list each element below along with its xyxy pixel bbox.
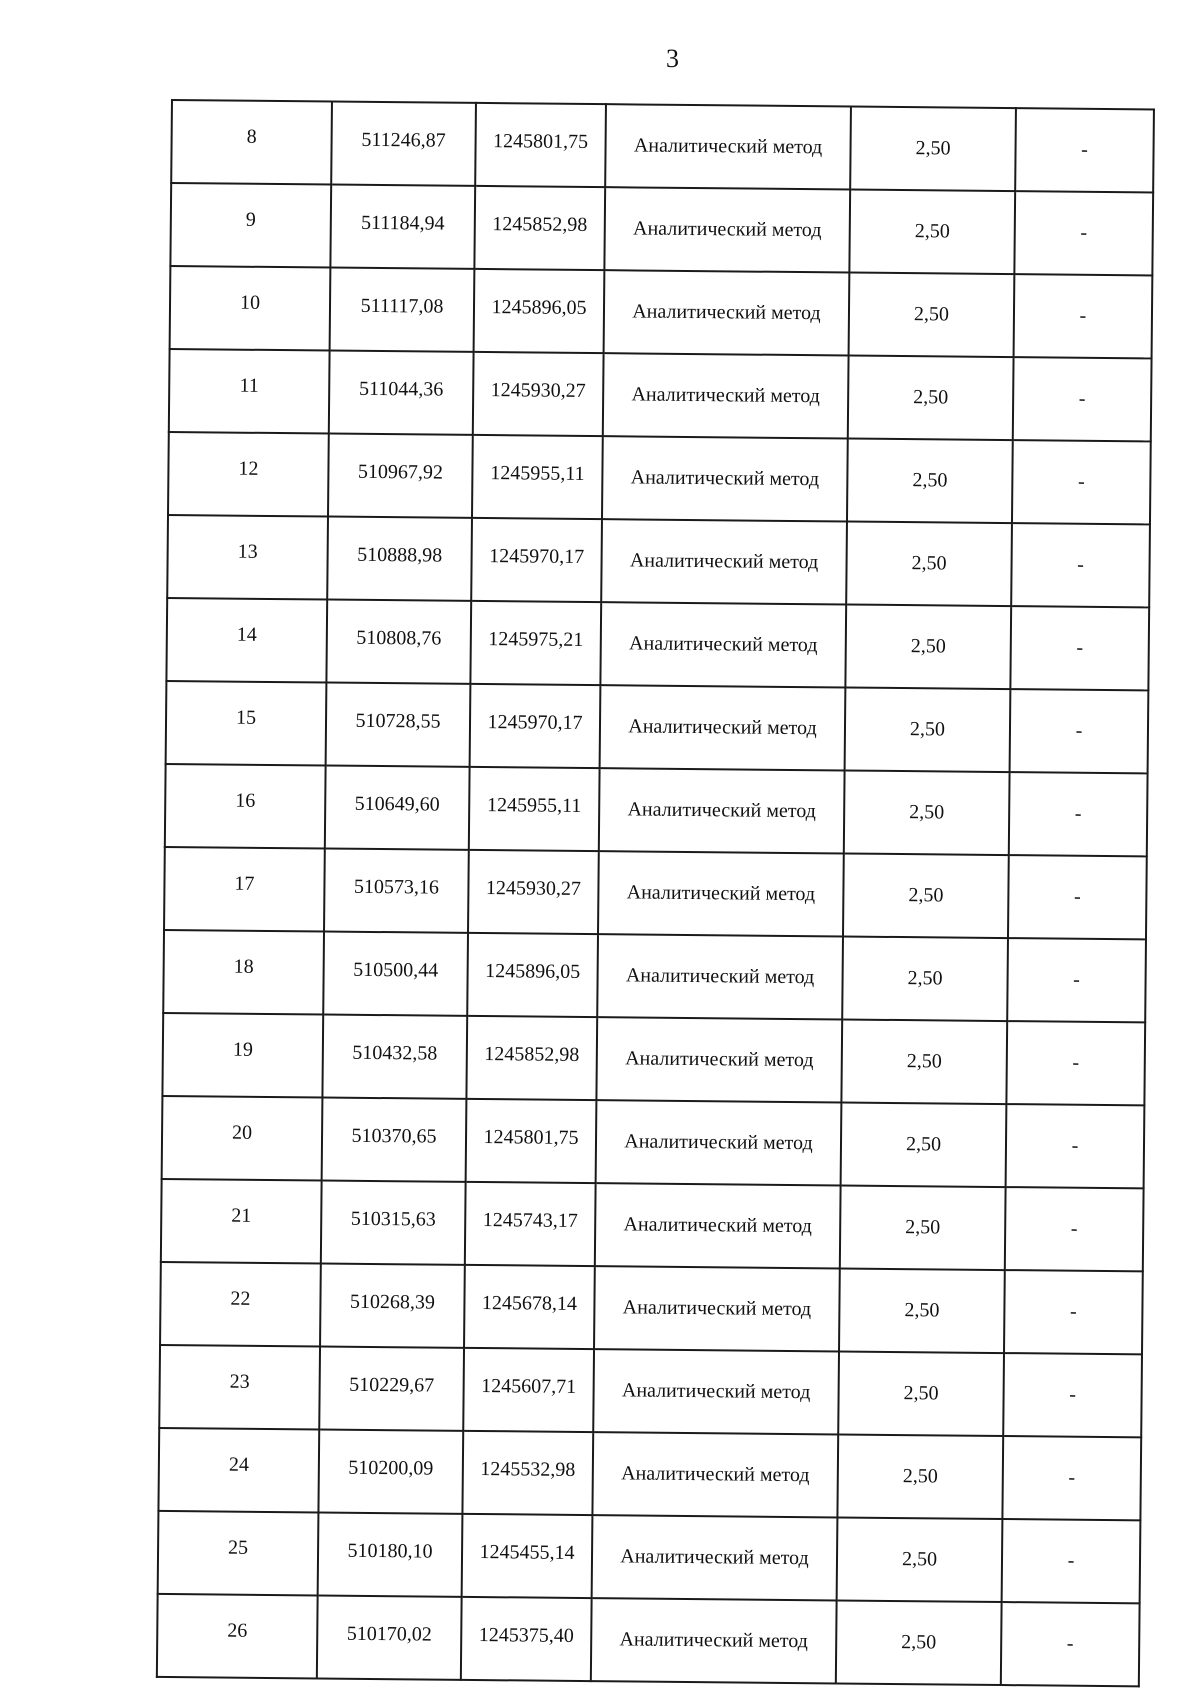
y-coordinate-cell: 1245930,27 <box>468 850 599 934</box>
point-number-cell: 25 <box>158 1511 319 1596</box>
y-coordinate-cell: 1245801,75 <box>475 103 606 187</box>
note-cell: - <box>1011 523 1150 607</box>
note-cell: - <box>1010 689 1149 773</box>
table-row <box>162 1096 1145 1188</box>
note-cell: - <box>1006 1104 1145 1188</box>
accuracy-cell: 2,50 <box>846 522 1012 607</box>
accuracy-cell: 2,50 <box>838 1351 1004 1436</box>
x-coordinate-cell: 510500,44 <box>323 932 468 1016</box>
method-cell: Аналитический метод <box>599 768 845 853</box>
note-cell: - <box>1012 440 1151 524</box>
table-row <box>160 1262 1143 1354</box>
note-cell: - <box>1010 606 1149 690</box>
accuracy-cell: 2,50 <box>842 936 1008 1021</box>
accuracy-cell: 2,50 <box>841 1019 1007 1104</box>
note-cell: - <box>1014 274 1153 358</box>
point-number-cell: 18 <box>163 930 324 1015</box>
x-coordinate-cell: 510200,09 <box>318 1429 463 1513</box>
point-number-cell: 19 <box>162 1013 323 1098</box>
table-row <box>166 598 1149 690</box>
accuracy-cell: 2,50 <box>841 1102 1007 1187</box>
method-cell: Аналитический метод <box>593 1349 839 1434</box>
note-cell: - <box>1008 855 1147 939</box>
x-coordinate-cell: 510170,02 <box>317 1595 462 1679</box>
y-coordinate-cell: 1245852,98 <box>466 1016 597 1100</box>
method-cell: Аналитический метод <box>594 1266 840 1351</box>
point-number-cell: 14 <box>166 598 327 683</box>
accuracy-cell: 2,50 <box>837 1434 1003 1519</box>
x-coordinate-cell: 511044,36 <box>329 351 474 435</box>
table-row <box>166 681 1149 773</box>
coordinates-table <box>156 99 1155 1687</box>
x-coordinate-cell: 510229,67 <box>319 1346 464 1430</box>
point-number-cell: 23 <box>159 1345 320 1430</box>
method-cell: Аналитический метод <box>600 685 846 770</box>
table-row <box>157 1594 1140 1686</box>
note-cell: - <box>1006 1021 1145 1105</box>
y-coordinate-cell: 1245930,27 <box>473 352 604 436</box>
table-row <box>171 100 1154 192</box>
x-coordinate-cell: 511184,94 <box>330 185 475 269</box>
note-cell: - <box>1014 191 1153 275</box>
method-cell: Аналитический метод <box>603 353 849 438</box>
table-row <box>161 1179 1144 1271</box>
table-row <box>163 930 1146 1022</box>
y-coordinate-cell: 1245955,11 <box>469 767 600 851</box>
note-cell: - <box>1002 1436 1141 1520</box>
note-cell: - <box>1009 772 1148 856</box>
x-coordinate-cell: 510967,92 <box>328 434 473 518</box>
page-number: 3 <box>666 44 679 73</box>
point-number-cell: 9 <box>170 183 331 268</box>
x-coordinate-cell: 510808,76 <box>326 600 471 684</box>
note-cell: - <box>1002 1519 1141 1603</box>
note-cell: - <box>1005 1187 1144 1271</box>
y-coordinate-cell: 1245896,05 <box>467 933 598 1017</box>
point-number-cell: 16 <box>165 764 326 849</box>
method-cell: Аналитический метод <box>600 602 846 687</box>
note-cell: - <box>1001 1602 1140 1686</box>
method-cell: Аналитический метод <box>592 1432 838 1517</box>
method-cell: Аналитический метод <box>605 104 851 189</box>
table-row <box>162 1013 1145 1105</box>
point-number-cell: 20 <box>162 1096 323 1181</box>
accuracy-cell: 2,50 <box>839 1268 1005 1353</box>
note-cell: - <box>1003 1353 1142 1437</box>
y-coordinate-cell: 1245375,40 <box>461 1597 592 1681</box>
method-cell: Аналитический метод <box>595 1183 841 1268</box>
method-cell: Аналитический метод <box>591 1598 837 1683</box>
table-row <box>167 515 1150 607</box>
table-row <box>159 1345 1142 1437</box>
accuracy-cell: 2,50 <box>847 439 1013 524</box>
x-coordinate-cell: 510370,65 <box>322 1097 467 1181</box>
note-cell: - <box>1007 938 1146 1022</box>
y-coordinate-cell: 1245743,17 <box>465 1182 596 1266</box>
method-cell: Аналитический метод <box>596 1100 842 1185</box>
point-number-cell: 24 <box>158 1428 319 1513</box>
point-number-cell: 26 <box>157 1594 318 1679</box>
accuracy-cell: 2,50 <box>848 356 1014 441</box>
y-coordinate-cell: 1245896,05 <box>474 269 605 353</box>
method-cell: Аналитический метод <box>601 519 847 604</box>
x-coordinate-cell: 511117,08 <box>330 268 475 352</box>
point-number-cell: 17 <box>164 847 325 932</box>
x-coordinate-cell: 510649,60 <box>325 766 470 850</box>
y-coordinate-cell: 1245532,98 <box>462 1431 593 1515</box>
accuracy-cell: 2,50 <box>849 190 1015 275</box>
y-coordinate-cell: 1245955,11 <box>472 435 603 519</box>
y-coordinate-cell: 1245455,14 <box>462 1514 593 1598</box>
table-row <box>165 764 1148 856</box>
coordinates-table-container <box>156 99 1153 1687</box>
table-row <box>169 349 1152 441</box>
y-coordinate-cell: 1245970,17 <box>470 684 601 768</box>
point-number-cell: 22 <box>160 1262 321 1347</box>
method-cell: Аналитический метод <box>604 270 850 355</box>
x-coordinate-cell: 510180,10 <box>318 1512 463 1596</box>
x-coordinate-cell: 510315,63 <box>321 1180 466 1264</box>
note-cell: - <box>1015 108 1154 192</box>
table-row <box>168 432 1151 524</box>
y-coordinate-cell: 1245975,21 <box>470 601 601 685</box>
table-row <box>158 1511 1141 1603</box>
point-number-cell: 11 <box>169 349 330 434</box>
accuracy-cell: 2,50 <box>849 273 1015 358</box>
x-coordinate-cell: 510268,39 <box>320 1263 465 1347</box>
x-coordinate-cell: 510432,58 <box>322 1015 467 1099</box>
x-coordinate-cell: 510888,98 <box>327 517 472 601</box>
point-number-cell: 15 <box>166 681 327 766</box>
point-number-cell: 21 <box>161 1179 322 1264</box>
table-row <box>170 183 1153 275</box>
method-cell: Аналитический метод <box>602 436 848 521</box>
x-coordinate-cell: 510573,16 <box>324 849 469 933</box>
point-number-cell: 8 <box>171 100 332 185</box>
method-cell: Аналитический метод <box>598 851 844 936</box>
point-number-cell: 13 <box>167 515 328 600</box>
table-row <box>158 1428 1141 1520</box>
y-coordinate-cell: 1245607,71 <box>463 1348 594 1432</box>
table-row <box>170 266 1153 358</box>
y-coordinate-cell: 1245852,98 <box>474 186 605 270</box>
accuracy-cell: 2,50 <box>837 1517 1003 1602</box>
y-coordinate-cell: 1245970,17 <box>471 518 602 602</box>
accuracy-cell: 2,50 <box>836 1600 1002 1685</box>
accuracy-cell: 2,50 <box>845 605 1011 690</box>
note-cell: - <box>1004 1270 1143 1354</box>
point-number-cell: 10 <box>170 266 331 351</box>
table-body <box>157 100 1154 1686</box>
x-coordinate-cell: 510728,55 <box>326 683 471 767</box>
y-coordinate-cell: 1245801,75 <box>466 1099 597 1183</box>
method-cell: Аналитический метод <box>604 187 850 272</box>
accuracy-cell: 2,50 <box>844 770 1010 855</box>
method-cell: Аналитический метод <box>592 1515 838 1600</box>
accuracy-cell: 2,50 <box>843 853 1009 938</box>
method-cell: Аналитический метод <box>596 1017 842 1102</box>
x-coordinate-cell: 511246,87 <box>331 102 476 186</box>
note-cell: - <box>1013 357 1152 441</box>
point-number-cell: 12 <box>168 432 329 517</box>
table-row <box>164 847 1147 939</box>
method-cell: Аналитический метод <box>597 934 843 1019</box>
accuracy-cell: 2,50 <box>845 688 1011 773</box>
accuracy-cell: 2,50 <box>850 107 1016 192</box>
y-coordinate-cell: 1245678,14 <box>464 1265 595 1349</box>
accuracy-cell: 2,50 <box>840 1185 1006 1270</box>
